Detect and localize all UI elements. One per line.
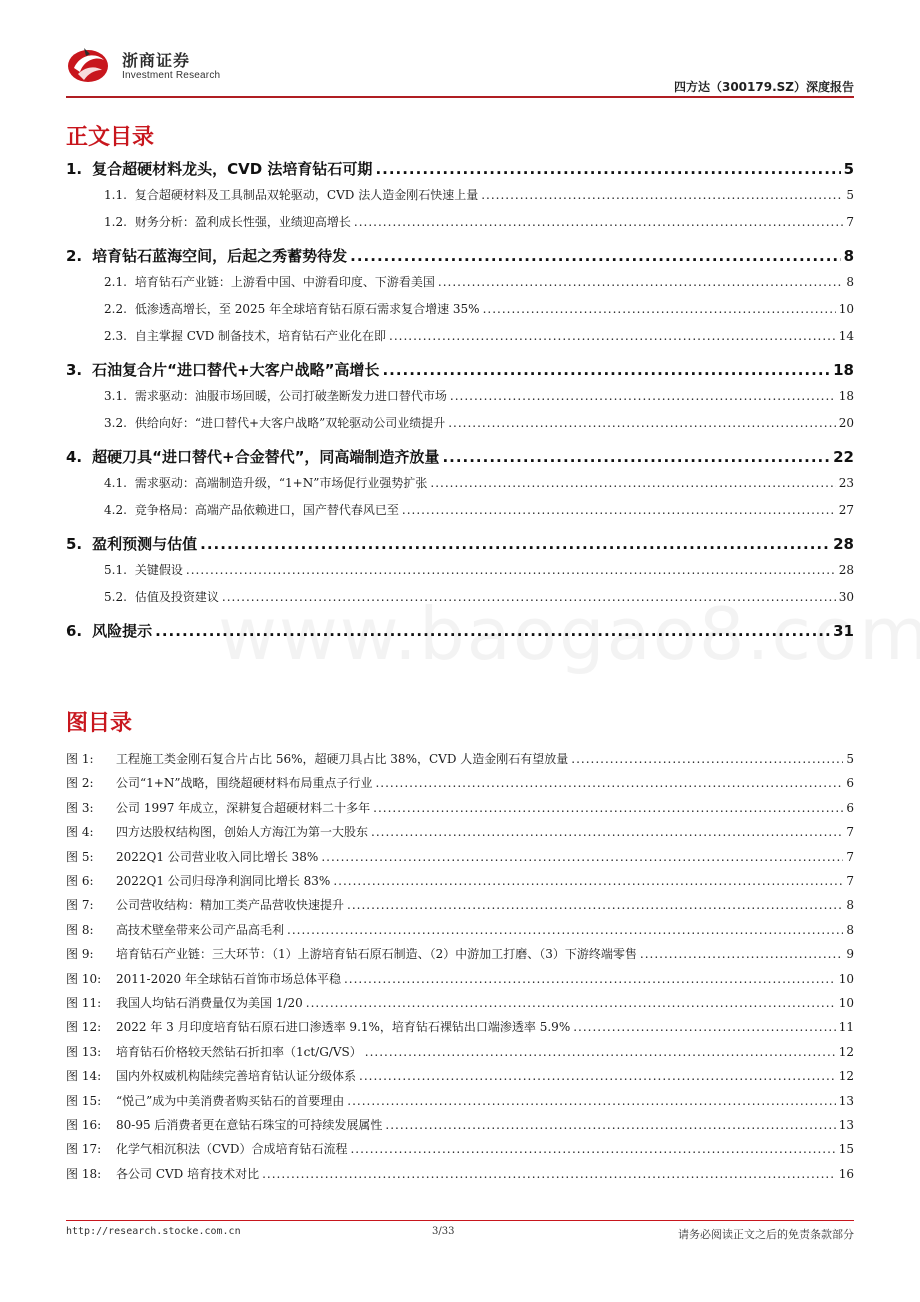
figure-number: 图 18: <box>66 1167 102 1181</box>
toc-chapter-entry[interactable] <box>66 620 854 646</box>
figure-number: 图 14: <box>66 1069 102 1083</box>
footer-divider <box>66 1220 854 1221</box>
toc-entry-page: 18 <box>838 389 854 403</box>
toc-entry-page: 5 <box>846 188 854 202</box>
toc-entry-number: 1. <box>66 160 83 178</box>
figure-number: 图 16: <box>66 1118 102 1132</box>
dot-leader <box>389 329 836 343</box>
dot-leader <box>186 563 836 577</box>
toc-entry-number: 1.2. <box>104 215 127 229</box>
dot-leader <box>371 825 843 839</box>
toc-entry-page: 28 <box>833 535 854 553</box>
figure-page: 12 <box>838 1069 854 1083</box>
figure-caption: 培育钻石价格较天然钻石折扣率（1ct/G/VS） <box>116 1045 362 1059</box>
toc-entry-page: 18 <box>833 361 854 379</box>
dot-leader <box>359 1069 836 1083</box>
figure-number: 图 4: <box>66 825 94 839</box>
toc-entry-title: 石油复合片“进口替代+大客户战略”高增长 <box>92 361 380 379</box>
toc-entry-title: 自主掌握 CVD 制备技术，培育钻石产业化在即 <box>134 329 387 343</box>
page-number: 3/33 <box>432 1226 455 1237</box>
figure-entry[interactable] <box>66 1140 854 1160</box>
dot-leader <box>350 1142 835 1156</box>
dot-leader <box>573 1020 835 1034</box>
figures-heading: 图目录 <box>66 711 133 736</box>
figure-page: 6 <box>846 801 854 815</box>
figure-entry[interactable] <box>66 994 854 1014</box>
figure-page: 7 <box>846 874 854 888</box>
toc-section-entry[interactable] <box>66 561 854 583</box>
toc-entry-number: 5.1. <box>104 563 127 577</box>
figure-caption: 各公司 CVD 培育技术对比 <box>116 1167 260 1181</box>
dot-leader <box>382 361 830 379</box>
dot-leader <box>483 302 836 316</box>
toc-entry-number: 2.2. <box>104 302 127 316</box>
toc-entry-title: 财务分析：盈利成长性强，业绩迎高增长 <box>134 215 351 229</box>
figure-number: 图 10: <box>66 972 102 986</box>
toc-entry-page: 23 <box>838 476 854 490</box>
figure-number: 图 12: <box>66 1020 102 1034</box>
figure-caption: 化学气相沉积法（CVD）合成培育钻石流程 <box>116 1142 348 1156</box>
footer-url[interactable]: http://research.stocke.com.cn <box>66 1226 241 1237</box>
toc-chapter-entry[interactable] <box>66 245 854 271</box>
toc-entry-title: 供给向好：“进口替代+大客户战略”双轮驱动公司业绩提升 <box>134 416 446 430</box>
figure-caption: “悦己”成为中美消费者购买钻石的首要理由 <box>116 1094 345 1108</box>
figure-number: 图 5: <box>66 850 94 864</box>
figure-number: 图 1: <box>66 752 94 766</box>
figure-entry[interactable] <box>66 1018 854 1038</box>
figure-entry[interactable] <box>66 945 854 965</box>
dot-leader <box>333 874 843 888</box>
dot-leader <box>155 622 830 640</box>
dot-leader <box>321 850 843 864</box>
toc-entry-number: 2. <box>66 247 83 265</box>
toc-section-entry[interactable] <box>66 186 854 208</box>
toc-entry-title: 需求驱动：高端制造升级，“1+N”市场促行业强势扩张 <box>134 476 428 490</box>
toc-entry-number: 1.1. <box>104 188 127 202</box>
toc-entry-page: 8 <box>843 247 854 265</box>
figure-entry[interactable] <box>66 872 854 892</box>
toc-entry-page: 22 <box>833 448 854 466</box>
toc-entry-number: 2.1. <box>104 275 127 289</box>
brand-name: 浙商证券 <box>122 51 191 70</box>
header-divider <box>66 96 854 98</box>
toc-entry-page: 5 <box>843 160 854 178</box>
figure-entry[interactable] <box>66 774 854 794</box>
toc-entry-number: 4. <box>66 448 83 466</box>
toc-entry-page: 20 <box>838 416 854 430</box>
figure-caption: 公司 1997 年成立，深耕复合超硬材料二十多年 <box>116 801 371 815</box>
dot-leader <box>481 188 843 202</box>
figure-page: 6 <box>846 776 854 790</box>
toc-entry-title: 风险提示 <box>92 622 153 640</box>
toc-entry-title: 超硬刀具“进口替代+合金替代”，同高端制造齐放量 <box>92 448 440 466</box>
toc-entry-title: 竞争格局：高端产品依赖进口，国产替代春风已至 <box>134 503 399 517</box>
toc-section-entry[interactable] <box>66 273 854 295</box>
figure-caption: 国内外权威机构陆续完善培育钻认证分级体系 <box>116 1069 357 1083</box>
toc-chapter-entry[interactable] <box>66 158 854 184</box>
dot-leader <box>347 898 843 912</box>
figure-entry[interactable] <box>66 1116 854 1136</box>
toc-entry-number: 3.1. <box>104 389 127 403</box>
toc-entry-page: 30 <box>838 590 854 604</box>
toc-entry-title: 低渗透高增长，至 2025 年全球培育钻石原石需求复合增速 35% <box>134 302 480 316</box>
toc-entry-title: 需求驱动：油服市场回暖，公司打破垄断发力进口替代市场 <box>134 389 447 403</box>
toc-entry-number: 6. <box>66 622 83 640</box>
figure-caption: 2022 年 3 月印度培育钻石原石进口渗透率 9.1%，培育钻石裸钻出口端渗透率 5.9% <box>116 1020 571 1034</box>
dot-leader <box>350 247 840 265</box>
dot-leader <box>375 160 840 178</box>
figure-page: 9 <box>846 947 854 961</box>
toc-chapter-entry[interactable] <box>66 446 854 472</box>
dot-leader <box>438 275 843 289</box>
figure-page: 13 <box>838 1094 854 1108</box>
toc-entry-page: 31 <box>833 622 854 640</box>
dot-leader <box>640 947 843 961</box>
figure-caption: 高技术壁垒带来公司产品高毛利 <box>116 923 285 937</box>
figure-caption: 公司“1+N”战略，围绕超硬材料布局重点子行业 <box>116 776 373 790</box>
toc-entry-title: 复合超硬材料及工具制品双轮驱动，CVD 法人造金刚石快速上量 <box>134 188 479 202</box>
figure-page: 11 <box>838 1020 854 1034</box>
toc-entry-title: 培育钻石蓝海空间，后起之秀蓄势待发 <box>92 247 348 265</box>
figure-number: 图 13: <box>66 1045 102 1059</box>
figure-number: 图 3: <box>66 801 94 815</box>
dot-leader <box>571 752 843 766</box>
dot-leader <box>222 590 836 604</box>
dot-leader <box>373 801 843 815</box>
dot-leader <box>347 1094 835 1108</box>
figure-entry[interactable] <box>66 1165 854 1185</box>
toc-entry-number: 5.2. <box>104 590 127 604</box>
figure-page: 7 <box>846 825 854 839</box>
toc-entry-title: 盈利预测与估值 <box>92 535 198 553</box>
dot-leader <box>200 535 830 553</box>
toc-section-entry[interactable] <box>66 213 854 235</box>
disclaimer-note: 请务必阅读正文之后的免责条款部分 <box>678 1228 854 1241</box>
figure-page: 12 <box>838 1045 854 1059</box>
toc-entry-number: 4.1. <box>104 476 127 490</box>
toc-entry-number: 3. <box>66 361 83 379</box>
toc-entry-number: 4.2. <box>104 503 127 517</box>
toc-entry-number: 5. <box>66 535 83 553</box>
figure-entry[interactable] <box>66 1043 854 1063</box>
toc-section-entry[interactable] <box>66 501 854 523</box>
dot-leader <box>402 503 836 517</box>
figure-entry[interactable] <box>66 921 854 941</box>
figure-page: 15 <box>838 1142 854 1156</box>
figure-entry[interactable] <box>66 1092 854 1112</box>
toc-entry-title: 估值及投资建议 <box>134 590 219 604</box>
toc-entry-title: 复合超硬材料龙头，CVD 法培育钻石可期 <box>92 160 373 178</box>
figure-entry[interactable] <box>66 848 854 868</box>
figure-page: 5 <box>846 752 854 766</box>
toc-section-entry[interactable] <box>66 300 854 322</box>
dot-leader <box>430 476 835 490</box>
figure-caption: 我国人均钻石消费量仅为美国 1/20 <box>116 996 303 1010</box>
figure-caption: 四方达股权结构图，创始人方海江为第一大股东 <box>116 825 369 839</box>
toc-entry-number: 2.3. <box>104 329 127 343</box>
figure-page: 7 <box>846 850 854 864</box>
dot-leader <box>385 1118 835 1132</box>
toc-entry-page: 28 <box>838 563 854 577</box>
figure-number: 图 11: <box>66 996 102 1010</box>
report-header <box>66 42 854 94</box>
toc-chapter-entry[interactable] <box>66 359 854 385</box>
figure-entry[interactable] <box>66 1067 854 1087</box>
report-title: 四方达（300179.SZ）深度报告 <box>673 80 854 94</box>
figure-page: 16 <box>838 1167 854 1181</box>
dot-leader <box>354 215 843 229</box>
dot-leader <box>344 972 836 986</box>
figure-caption: 工程施工类金刚石复合片占比 56%，超硬刀具占比 38%，CVD 人造金刚石有望放量 <box>116 752 569 766</box>
figure-page: 10 <box>838 996 854 1010</box>
toc-entry-page: 7 <box>846 215 854 229</box>
toc-entry-number: 3.2. <box>104 416 127 430</box>
figure-entry[interactable] <box>66 799 854 819</box>
figure-number: 图 17: <box>66 1142 102 1156</box>
toc-entry-title: 关键假设 <box>134 563 183 577</box>
toc-chapter-entry[interactable] <box>66 533 854 559</box>
dot-leader <box>442 448 830 466</box>
figure-caption: 培育钻石产业链：三大环节：（1）上游培育钻石原石制造、（2）中游加工打磨、（3）下游终端零售 <box>116 947 637 961</box>
figure-number: 图 2: <box>66 776 94 790</box>
figure-number: 图 9: <box>66 947 94 961</box>
figure-number: 图 6: <box>66 874 94 888</box>
figure-caption: 2022Q1 公司归母净利润同比增长 83% <box>116 874 331 888</box>
toc-section-entry[interactable] <box>66 327 854 349</box>
dot-leader <box>365 1045 836 1059</box>
company-logo-icon <box>66 44 110 84</box>
figure-caption: 公司营收结构：精加工类产品营收快速提升 <box>116 898 345 912</box>
dot-leader <box>287 923 843 937</box>
figure-entry[interactable] <box>66 896 854 916</box>
toc-entry-page: 8 <box>846 275 854 289</box>
figure-number: 图 15: <box>66 1094 102 1108</box>
figure-number: 图 8: <box>66 923 94 937</box>
toc-entry-title: 培育钻石产业链：上游看中国、中游看印度、下游看美国 <box>134 275 435 289</box>
dot-leader <box>375 776 843 790</box>
dot-leader <box>450 389 836 403</box>
dot-leader <box>262 1167 836 1181</box>
figure-caption: 80-95 后消费者更在意钻石珠宝的可持续发展属性 <box>116 1118 383 1132</box>
figure-entry[interactable] <box>66 970 854 990</box>
toc-entry-page: 27 <box>838 503 854 517</box>
toc-heading: 正文目录 <box>66 125 155 150</box>
figure-number: 图 7: <box>66 898 94 912</box>
figure-caption: 2011-2020 年全球钻石首饰市场总体平稳 <box>116 972 341 986</box>
figure-page: 8 <box>846 923 854 937</box>
figure-entry[interactable] <box>66 750 854 770</box>
dot-leader <box>448 416 835 430</box>
figure-page: 10 <box>838 972 854 986</box>
figure-page: 13 <box>838 1118 854 1132</box>
brand-subtitle: Investment Research <box>122 70 221 81</box>
toc-entry-page: 14 <box>838 329 854 343</box>
toc-section-entry[interactable] <box>66 414 854 436</box>
toc-entry-page: 10 <box>838 302 854 316</box>
figure-entry[interactable] <box>66 823 854 843</box>
figure-page: 8 <box>846 898 854 912</box>
toc-section-entry[interactable] <box>66 474 854 496</box>
toc-section-entry[interactable] <box>66 387 854 409</box>
figure-caption: 2022Q1 公司营业收入同比增长 38% <box>116 850 319 864</box>
toc-section-entry[interactable] <box>66 588 854 610</box>
dot-leader <box>306 996 836 1010</box>
